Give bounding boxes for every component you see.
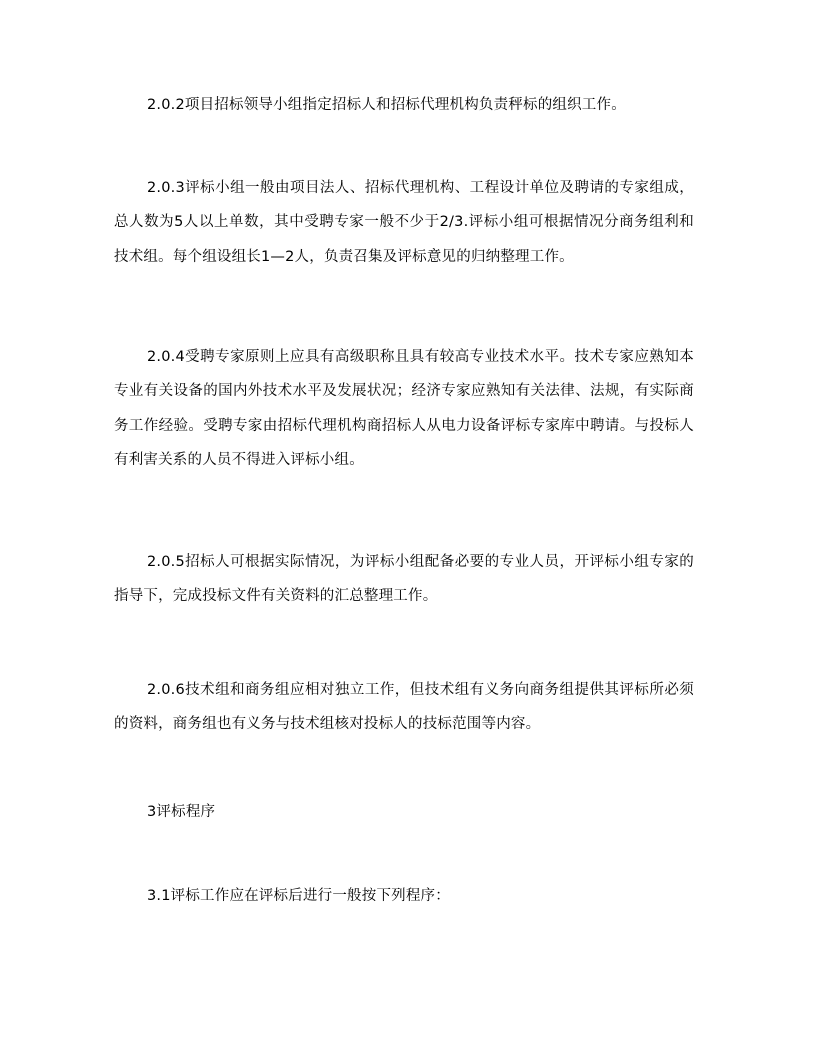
paragraph-2-0-6: 2.0.6技术组和商务组应相对独立工作，但技术组有义务向商务组提供其评标所必须的资料，商务组也有义务与技术组核对投标人的技标范围等内容。	[114, 682, 694, 733]
paragraph-2-0-3: 2.0.3评标小组一般由项目法人、招标代理机构、工程设计单位及聘请的专家组成，总人数为5人以上单数，其中受聘专家一般不少于2/3.评标小组可根据情况分商务组利和技术组。每个组设组长1—2人，负责召集及评标意见的归纳整理工作。	[114, 180, 694, 265]
paragraph-2-0-4: 2.0.4受聘专家原则上应具有高级职称且具有较高专业技术水平。技术专家应熟知本专业有关设备的国内外技术水平及发展状况；经济专家应熟知有关法律、法规，有实际商务工作经验。受聘专家由招标代理机构商招标人从电力设备评标专家库中聘请。与投标人有利害关系的人员不得进入评标小组。	[114, 349, 694, 468]
paragraph-2-0-2: 2.0.2项目招标领导小组指定招标人和招标代理机构负责秤标的组织工作。	[147, 97, 626, 113]
paragraph-2-0-5: 2.0.5招标人可根据实际情况，为评标小组配备必要的专业人员，开评标小组专家的指导下，完成投标文件有关资料的汇总整理工作。	[114, 554, 694, 605]
paragraph-3-1: 3.1评标工作应在评标后进行一般按下列程序：	[147, 888, 450, 904]
section-heading-3: 3评标程序	[147, 804, 216, 820]
